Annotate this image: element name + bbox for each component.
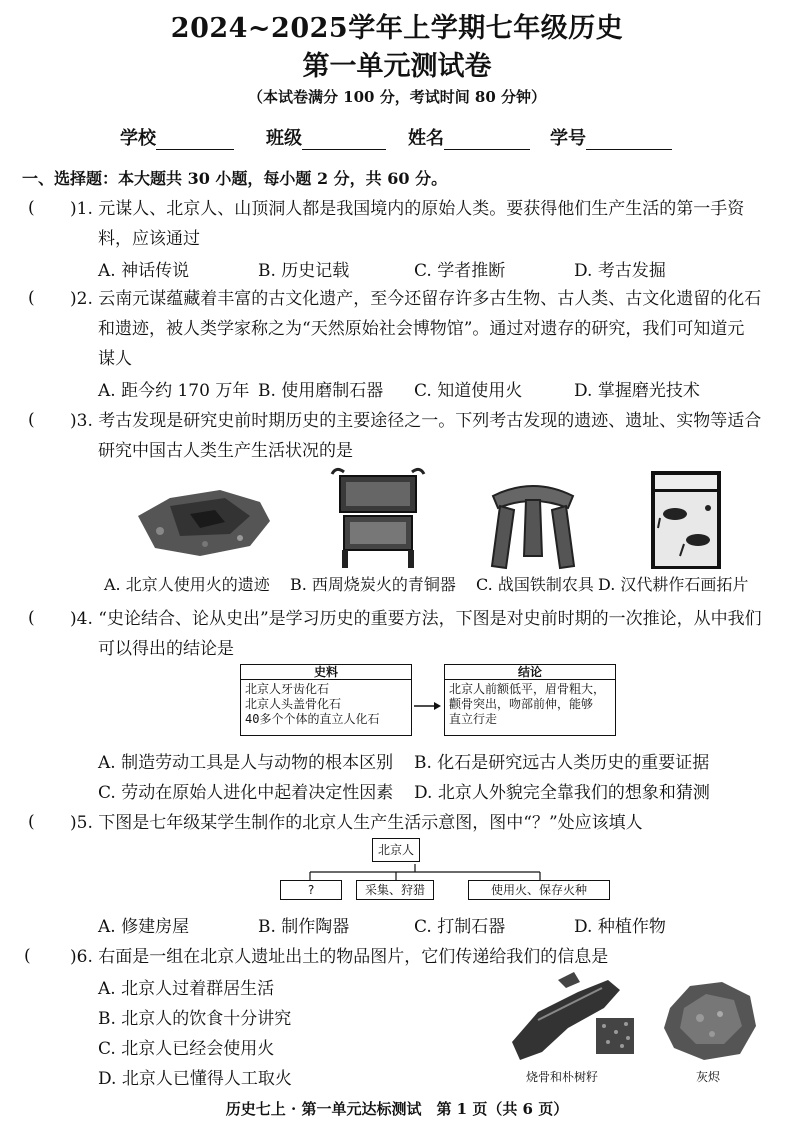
q3-option-b[interactable]: B. 西周烧炭火的青铜器 xyxy=(290,575,456,594)
q5-option-c[interactable]: C. 打制石器 xyxy=(414,917,506,937)
tree-node-unknown[interactable]: ? xyxy=(280,880,342,900)
tree-root: 北京人 xyxy=(372,838,420,862)
burnt-bone-image xyxy=(508,972,638,1064)
question-3: )3. 考古发现是研究史前时期历史的主要途径之一。下列考古发现的遗迹、遗址、实物等适合 研究中国古人类生产生活状况的是 xyxy=(70,411,762,461)
question-5: )5. 下图是七年级某学生制作的北京人生产生活示意图，图中“？”处应该填人 xyxy=(70,813,643,833)
conclusion-box: 结论 北京人前额低平，眉骨粗大， 颧骨突出，吻部前伸，能够 直立行走 xyxy=(444,664,616,736)
q1-option-b[interactable]: B. 历史记载 xyxy=(258,261,350,281)
answer-paren-3[interactable]: ( xyxy=(28,410,35,430)
q5-option-d[interactable]: D. 种植作物 xyxy=(574,917,666,937)
fire-remains-image xyxy=(130,476,275,561)
arrow-icon xyxy=(414,700,442,712)
q3-option-a[interactable]: A. 北京人使用火的遗迹 xyxy=(104,575,270,594)
answer-paren-2[interactable]: ( xyxy=(28,288,35,308)
q4-option-b[interactable]: B. 化石是研究远古人类历史的重要证据 xyxy=(414,753,710,773)
answer-paren-5[interactable]: ( xyxy=(28,812,35,832)
q6-option-a[interactable]: A. 北京人过着群居生活 xyxy=(98,979,275,999)
q1-option-c[interactable]: C. 学者推断 xyxy=(414,261,506,281)
plowing-rubbing-image xyxy=(650,470,722,570)
q3-option-d[interactable]: D. 汉代耕作石画拓片 xyxy=(598,575,749,594)
question-2: )2. 云南元谋蕴藏着丰富的古文化遗产，至今还留存许多古生物、古人类、古文化遗留的化石 和遗迹，被人类学家称之为“天然原始社会博物馆”。通过对遗存的研究，我们可知道元 谋人 xyxy=(70,289,762,369)
q5-option-a[interactable]: A. 修建房屋 xyxy=(98,917,190,937)
page-subtitle: 第一单元测试卷 xyxy=(302,51,492,82)
page-title: 2024~2025学年上学期七年级历史 xyxy=(170,13,624,44)
student-info-row xyxy=(120,124,720,152)
q4-option-a[interactable]: A. 制造劳动工具是人与动物的根本区别 xyxy=(98,753,394,773)
image-caption-bone: 烧骨和朴树籽 xyxy=(526,1070,599,1084)
q4-option-d[interactable]: D. 北京人外貌完全靠我们的想象和猜测 xyxy=(414,783,710,803)
bronze-vessel-image xyxy=(328,466,428,571)
answer-paren-4[interactable]: ( xyxy=(28,608,35,628)
exam-note: （本试卷满分 100 分，考试时间 80 分钟） xyxy=(247,88,547,106)
page-footer: 历史七上 · 第一单元达标测试 第 1 页（共 6 页） xyxy=(225,1100,569,1118)
question-6: )6. 右面是一组在北京人遗址出土的物品图片，它们传递给我们的信息是 xyxy=(70,947,609,967)
q2-option-a[interactable]: A. 距今约 170 万年 xyxy=(98,381,250,401)
q3-option-c[interactable]: C. 战国铁制农具 xyxy=(476,575,594,594)
tree-node-gathering: 采集、狩猎 xyxy=(356,880,434,900)
iron-tool-image xyxy=(488,476,578,571)
answer-paren-1[interactable]: ( xyxy=(28,198,35,218)
section-heading: 一、选择题：本大题共 30 小题，每小题 2 分，共 60 分。 xyxy=(22,169,448,188)
evidence-box: 史料 北京人牙齿化石 北京人头盖骨化石 40多个个体的直立人化石 xyxy=(240,664,412,736)
answer-paren-6[interactable]: ( xyxy=(24,946,31,966)
q1-option-d[interactable]: D. 考古发掘 xyxy=(574,261,666,281)
question-4: )4. “史论结合、论从史出”是学习历史的重要方法，下图是对史前时期的一次推论，从中我们 可以得出的结论是 xyxy=(70,609,762,659)
q6-option-d[interactable]: D. 北京人已懂得人工取火 xyxy=(98,1069,292,1089)
q6-option-b[interactable]: B. 北京人的饮食十分讲究 xyxy=(98,1009,292,1029)
q4-option-c[interactable]: C. 劳动在原始人进化中起着决定性因素 xyxy=(98,783,394,803)
name-field[interactable]: 姓名 xyxy=(408,124,530,150)
q5-option-b[interactable]: B. 制作陶器 xyxy=(258,917,350,937)
ash-image xyxy=(660,978,760,1062)
question-1: )1. 元谋人、北京人、山顶洞人都是我国境内的原始人类。要获得他们生产生活的第一手资 料，应该通过 xyxy=(70,199,745,249)
school-field[interactable]: 学校 xyxy=(120,124,234,150)
q1-option-a[interactable]: A. 神话传说 xyxy=(98,261,190,281)
q2-option-b[interactable]: B. 使用磨制石器 xyxy=(258,381,384,401)
student-id-field[interactable]: 学号 xyxy=(550,124,672,150)
q6-option-c[interactable]: C. 北京人已经会使用火 xyxy=(98,1039,275,1059)
q2-option-d[interactable]: D. 掌握磨光技术 xyxy=(574,381,700,401)
class-field[interactable]: 班级 xyxy=(266,124,386,150)
image-caption-ash: 灰烬 xyxy=(696,1070,721,1084)
tree-node-fire: 使用火、保存火种 xyxy=(468,880,610,900)
q2-option-c[interactable]: C. 知道使用火 xyxy=(414,381,523,401)
